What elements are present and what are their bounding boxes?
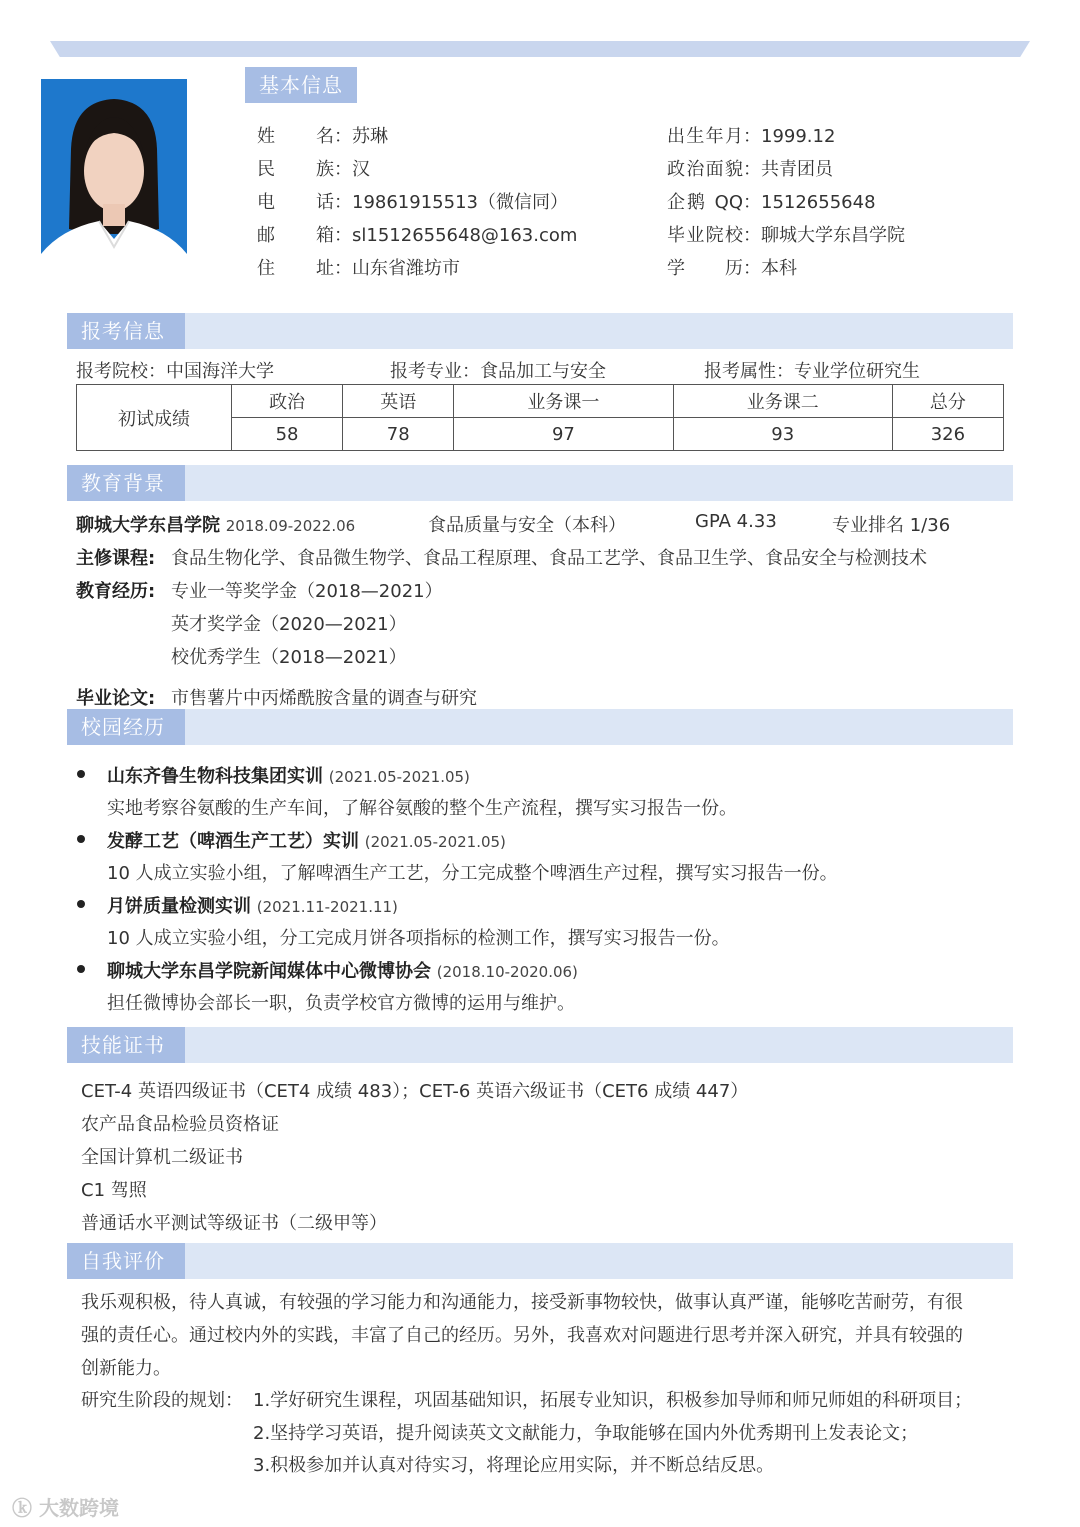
- basic-row-left: 邮箱：sl1512655648@163.com: [257, 221, 577, 247]
- basic-value: 共青团员: [761, 159, 833, 180]
- skill-item: 全国计算机二级证书: [81, 1147, 243, 1168]
- bullet-icon: [77, 900, 85, 908]
- section-title-campus: 校园经历: [67, 709, 185, 745]
- section-title-basic: 基本信息: [245, 67, 357, 103]
- bullet-icon: [77, 835, 85, 843]
- basic-label: 姓名: [257, 126, 334, 147]
- campus-item-date: (2021.05-2021.05): [328, 768, 470, 786]
- profile-photo: [41, 79, 187, 287]
- edu-thesis-label: 毕业论文:: [76, 688, 156, 709]
- basic-label: 出生年月: [667, 126, 743, 147]
- basic-value: 19861915513（微信同）: [352, 192, 568, 213]
- campus-item-header: [107, 957, 578, 983]
- basic-row-right: 毕业院校：聊城大学东昌学院: [667, 221, 905, 247]
- edu-period: 2018.09-2022.06: [225, 517, 356, 535]
- score-header: 英语: [343, 385, 454, 418]
- campus-item-title: 月饼质量检测实训: [107, 896, 251, 917]
- edu-courses: 食品生物化学、食品微生物学、食品工程原理、食品工艺学、食品卫生学、食品安全与检测技术: [171, 548, 927, 569]
- campus-item-title: 山东齐鲁生物科技集团实训: [107, 766, 323, 787]
- score-value: 93: [673, 418, 892, 451]
- plan-item: 3.积极参加并认真对待实习，将理论应用实际，并不断总结反思。: [253, 1455, 775, 1476]
- score-row-label: 初试成绩: [77, 385, 232, 451]
- campus-item-desc: 10 人成立实验小组，分工完成月饼各项指标的检测工作，撰写实习报告一份。: [107, 928, 730, 949]
- section-title-exam: 报考信息: [67, 313, 185, 349]
- skill-item: C1 驾照: [81, 1180, 147, 1201]
- skill-item: CET-4 英语四级证书（CET4 成绩 483）；CET-6 英语六级证书（CET6 成绩 447）: [81, 1081, 749, 1102]
- basic-row-right: 企鹅 QQ：1512655648: [667, 188, 876, 214]
- basic-value: 本科: [761, 258, 797, 279]
- score-value: 78: [343, 418, 454, 451]
- self-line: 我乐观积极，待人真诚，有较强的学习能力和沟通能力，接受新事物较快，做事认真严谨，能够吃苦耐劳，有很: [81, 1292, 963, 1313]
- exam-attribute: 报考属性：专业学位研究生: [704, 361, 920, 382]
- campus-item-desc: 担任微博协会部长一职，负责学校官方微博的运用与维护。: [107, 993, 575, 1014]
- basic-label: 电话: [257, 192, 334, 213]
- section-band-education: [67, 465, 1013, 501]
- section-title-skills: 技能证书: [67, 1027, 185, 1063]
- watermark: ⓚ 大数跨境: [12, 1496, 119, 1520]
- section-band-skills: [67, 1027, 1013, 1063]
- score-header: 业务课一: [454, 385, 673, 418]
- campus-item-header: [107, 892, 398, 918]
- score-header: 总分: [892, 385, 1003, 418]
- campus-item-date: (2021.05-2021.05): [364, 833, 506, 851]
- edu-rank: 专业排名 1/36: [832, 515, 951, 536]
- plan-item: 1.学好研究生课程，巩固基础知识，拓展专业知识，积极参加导师和师兄师姐的科研项目；: [253, 1390, 973, 1411]
- edu-school-line: [76, 511, 355, 537]
- basic-value: 汉: [352, 159, 370, 180]
- basic-row-right: 出生年月：1999.12: [667, 122, 835, 148]
- basic-value: 聊城大学东昌学院: [761, 225, 905, 246]
- self-line: 创新能力。: [81, 1358, 171, 1379]
- basic-row-left: 住址：山东省潍坊市: [257, 254, 460, 280]
- basic-label: 毕业院校: [667, 225, 743, 246]
- basic-label: 民族: [257, 159, 334, 180]
- campus-item-header: [107, 827, 506, 853]
- basic-row-right: 学历：本科: [667, 254, 797, 280]
- section-band-self: [67, 1243, 1013, 1279]
- exam-major: 报考专业：食品加工与安全: [390, 361, 606, 382]
- score-header: 业务课二: [673, 385, 892, 418]
- section-title-self: 自我评价: [67, 1243, 185, 1279]
- edu-thesis: 市售薯片中丙烯酰胺含量的调查与研究: [171, 688, 477, 709]
- basic-value: sl1512655648@163.com: [352, 225, 578, 246]
- header-decoration-bar: [50, 41, 1030, 57]
- basic-label: 住址: [257, 258, 334, 279]
- edu-exp-item: 专业一等奖学金（2018—2021）: [171, 581, 443, 602]
- score-header: 政治: [232, 385, 343, 418]
- campus-item-desc: 实地考察谷氨酸的生产车间，了解谷氨酸的整个生产流程，撰写实习报告一份。: [107, 798, 737, 819]
- edu-courses-label: 主修课程:: [76, 548, 156, 569]
- score-value: 58: [232, 418, 343, 451]
- basic-value: 苏琳: [352, 126, 388, 147]
- self-line: 强的责任心。通过校内外的实践，丰富了自己的经历。另外，我喜欢对问题进行思考并深入研究，并具有较强的: [81, 1325, 963, 1346]
- edu-exp-item: 校优秀学生（2018—2021）: [171, 647, 407, 668]
- campus-item-header: [107, 762, 470, 788]
- campus-item-title: 发酵工艺（啤酒生产工艺）实训: [107, 831, 359, 852]
- edu-major: 食品质量与安全（本科）: [428, 515, 626, 536]
- basic-label: 邮箱: [257, 225, 334, 246]
- basic-value: 山东省潍坊市: [352, 258, 460, 279]
- campus-item-desc: 10 人成立实验小组，了解啤酒生产工艺，分工完成整个啤酒生产过程，撰写实习报告一份。: [107, 863, 838, 884]
- plan-label: 研究生阶段的规划：: [81, 1390, 243, 1411]
- plan-item: 2.坚持学习英语，提升阅读英文文献能力，争取能够在国内外优秀期刊上发表论文；: [253, 1423, 919, 1444]
- section-band-campus: [67, 709, 1013, 745]
- bullet-icon: [77, 965, 85, 973]
- edu-exp-label: 教育经历:: [76, 581, 156, 602]
- watermark-logo-icon: ⓚ: [12, 1496, 32, 1520]
- basic-value: 1999.12: [761, 126, 836, 147]
- exam-school: 报考院校：中国海洋大学: [76, 361, 274, 382]
- score-value: 97: [454, 418, 673, 451]
- bullet-icon: [77, 770, 85, 778]
- basic-row-left: 民族：汉: [257, 155, 370, 181]
- edu-gpa: GPA 4.33: [695, 511, 777, 532]
- basic-row-right: 政治面貌：共青团员: [667, 155, 833, 181]
- campus-item-date: (2021.11-2021.11): [256, 898, 398, 916]
- basic-label: 政治面貌: [667, 159, 743, 180]
- basic-row-left: 姓名：苏琳: [257, 122, 388, 148]
- basic-value: 1512655648: [761, 192, 876, 213]
- skill-item: 普通话水平测试等级证书（二级甲等）: [81, 1213, 387, 1234]
- section-title-education: 教育背景: [67, 465, 185, 501]
- campus-item-date: (2018.10-2020.06): [436, 963, 578, 981]
- basic-label: 企鹅 QQ: [667, 192, 743, 213]
- section-band-exam: [67, 313, 1013, 349]
- campus-item-title: 聊城大学东昌学院新闻媒体中心微博协会: [107, 961, 431, 982]
- score-header-row: [77, 385, 1004, 418]
- basic-row-left: 电话：19861915513（微信同）: [257, 188, 568, 214]
- score-value: 326: [892, 418, 1003, 451]
- basic-label: 学历: [667, 258, 743, 279]
- edu-school: 聊城大学东昌学院: [76, 515, 220, 536]
- edu-exp-item: 英才奖学金（2020—2021）: [171, 614, 407, 635]
- score-table: [76, 384, 1004, 451]
- skill-item: 农产品食品检验员资格证: [81, 1114, 279, 1135]
